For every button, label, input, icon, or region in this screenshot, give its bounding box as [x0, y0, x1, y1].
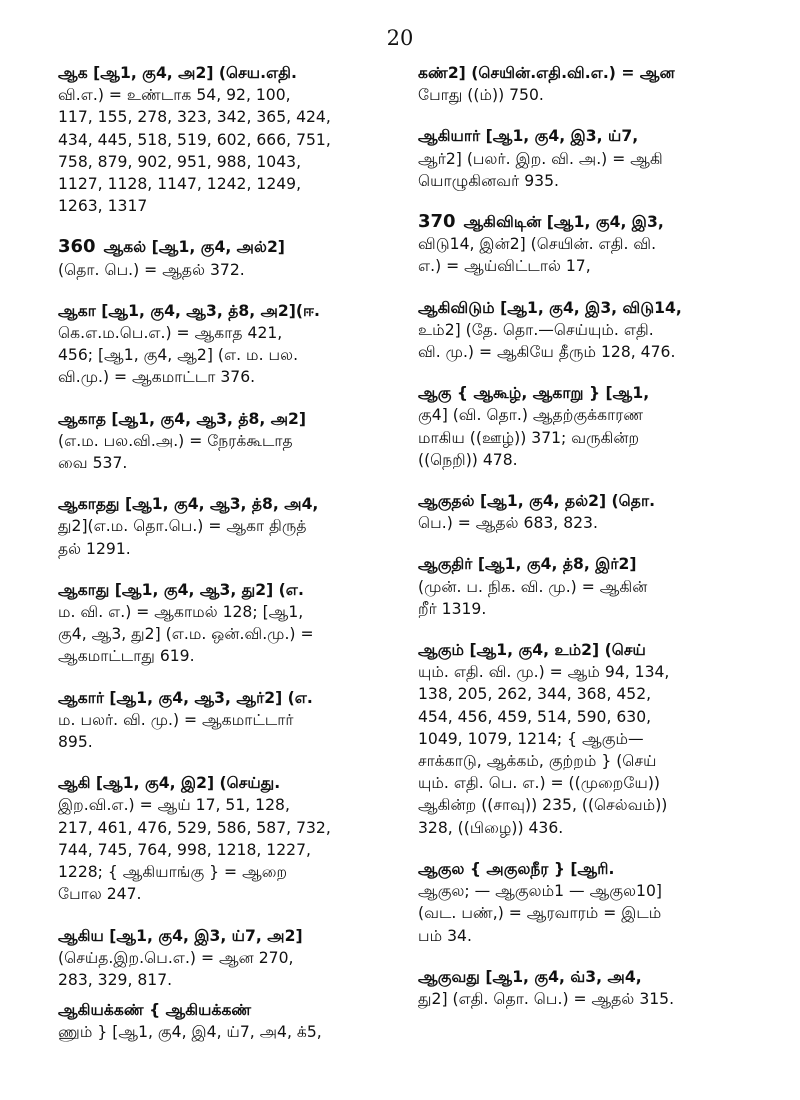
entry-line: [418, 233, 778, 255]
entry-line: [58, 322, 408, 344]
dictionary-entry: [58, 999, 408, 1043]
entry-line: [58, 1021, 408, 1043]
entry-headline: ஆகாது [ஆ1, கு4, ஆ3, து2] (எ.: [58, 580, 304, 599]
entry-line: [418, 794, 778, 816]
entry-text: 217, 461, 476, 529, 586, 587, 732,: [58, 818, 331, 837]
entry-headline: ஆகாதது [ஆ1, கு4, ஆ3, த்8, அ4,: [58, 495, 319, 514]
entry-text: (வட. பண்,) = ஆரவாரம் = இடம்: [418, 904, 662, 923]
entry-line: [418, 639, 778, 661]
entry-text: து2] (எதி. தொ. பெ.) = ஆதல் 315.: [418, 989, 675, 1008]
entry-text: 758, 879, 902, 951, 988, 1043,: [58, 152, 302, 171]
entry-line: [58, 195, 408, 217]
entry-text: ணும் } [ஆ1, கு4, இ4, ய்7, அ4, க்5,: [58, 1023, 322, 1042]
entry-line: [58, 883, 408, 905]
entry-line: [418, 148, 778, 170]
entry-text: தல் 1291.: [58, 539, 131, 558]
entry-line: [58, 969, 408, 991]
entry-line: [58, 839, 408, 861]
entry-number: 360: [58, 236, 96, 258]
entry-text: போல 247.: [58, 885, 142, 904]
entry-line: [418, 490, 778, 512]
entry-headline: ஆகிவிடின் [ஆ1, கு4, இ3,: [463, 213, 664, 232]
entry-line: [418, 341, 778, 363]
entry-text: 456; [ஆ1, கு4, ஆ2] (எ. ம. பல.: [58, 346, 299, 365]
dictionary-entry: [418, 62, 778, 106]
entry-headline: ஆகு { ஆகூழ், ஆகாறு } [ஆ1,: [418, 384, 650, 403]
entry-line: [58, 794, 408, 816]
entry-text: றீர் 1319.: [418, 599, 487, 618]
entry-text: போது ((ம்)) 750.: [418, 86, 544, 105]
entry-text: 328, ((பிழை)) 436.: [418, 818, 564, 837]
entry-headline: ஆகி [ஆ1, கு4, இ2] (செய்து.: [58, 774, 281, 793]
entry-line: [58, 687, 408, 709]
entry-line: [418, 297, 778, 319]
entry-line: [58, 947, 408, 969]
entry-line: [58, 538, 408, 560]
entry-line: [418, 512, 778, 534]
entry-line: [418, 319, 778, 341]
entry-text: வி. மு.) = ஆகியே தீரும் 128, 476.: [418, 343, 676, 362]
entry-line: [418, 382, 778, 404]
entry-headline: ஆகும் [ஆ1, கு4, உம்2] (செய்: [418, 641, 646, 660]
entry-line: [418, 404, 778, 426]
entry-line: [58, 772, 408, 794]
entry-line: [58, 452, 408, 474]
entry-headline: ஆகாத [ஆ1, கு4, ஆ3, த்8, அ2]: [58, 409, 307, 428]
entry-text: கு4] (வி. தொ.) ஆதற்குக்காரண: [418, 406, 644, 425]
entry-text: 138, 205, 262, 344, 368, 452,: [418, 685, 652, 704]
entry-line: [418, 728, 778, 750]
entry-line: [58, 925, 408, 947]
entry-text: சாக்காடு, ஆக்கம், குற்றம் } (செய்: [418, 752, 657, 771]
entry-headline: ஆகியக்கண் { ஆகியக்கண்: [58, 1001, 252, 1020]
entry-line: [418, 817, 778, 839]
entry-headline: ஆகல் [ஆ1, கு4, அல்2]: [103, 238, 285, 257]
entry-line: [58, 408, 408, 430]
entry-text: உம்2] (தே. தொ.—செய்யும். எதி.: [418, 320, 654, 339]
entry-headline: ஆகிய [ஆ1, கு4, இ3, ய்7, அ2]: [58, 926, 303, 945]
entry-line: [418, 988, 778, 1010]
dictionary-entry: [58, 493, 408, 560]
entry-line: [418, 925, 778, 947]
entry-line: [58, 817, 408, 839]
entry-line: [418, 750, 778, 772]
entry-text: 283, 329, 817.: [58, 970, 173, 989]
entry-line: [418, 255, 778, 277]
entry-text: (செய்த.இற.பெ.எ.) = ஆன 270,: [58, 948, 294, 967]
entry-headline: ஆகுதிர் [ஆ1, கு4, த்8, இர்2]: [418, 555, 637, 574]
right-column: [418, 62, 778, 1029]
entry-line: [58, 709, 408, 731]
entry-line: [58, 731, 408, 753]
dictionary-entry: [58, 236, 408, 280]
entry-line: [58, 601, 408, 623]
entry-text: பெ.) = ஆதல் 683, 823.: [418, 514, 598, 533]
entry-text: 1049, 1079, 1214; { ஆகும்—: [418, 729, 644, 748]
entry-text: ம. வி. எ.) = ஆகாமல் 128; [ஆ1,: [58, 603, 304, 622]
entry-text: ஆகுல; — ஆகுலம்1 — ஆகுல10]: [418, 882, 662, 901]
entry-text: ஆர்2] (பலர். இற. வி. அ.) = ஆகி: [418, 149, 663, 168]
entry-line: [58, 173, 408, 195]
entry-line: [418, 449, 778, 471]
entry-line: [58, 129, 408, 151]
entry-text: 117, 155, 278, 323, 342, 365, 424,: [58, 108, 331, 127]
dictionary-entry: [58, 925, 408, 992]
dictionary-entry: [58, 772, 408, 905]
dictionary-entry: [418, 490, 778, 534]
entry-text: வி.மு.) = ஆகமாட்டா 376.: [58, 368, 256, 387]
entry-line: [418, 62, 778, 84]
entry-headline: ஆகுவது [ஆ1, கு4, வ்3, அ4,: [418, 967, 642, 986]
dictionary-entry: [418, 858, 778, 947]
dictionary-entry: [58, 300, 408, 389]
entry-text: 1228; { ஆகியாங்கு } = ஆறை: [58, 863, 288, 882]
entry-line: [418, 772, 778, 794]
entry-line: [58, 999, 408, 1021]
dictionary-entry: [418, 966, 778, 1010]
entry-line: [418, 84, 778, 106]
entry-headline: ஆகிவிடும் [ஆ1, கு4, இ3, விடு14,: [418, 298, 682, 317]
entry-text: இற.வி.எ.) = ஆய் 17, 51, 128,: [58, 796, 290, 815]
entry-headline: கண்2] (செயின்.எதி.வி.எ.) = ஆன: [418, 64, 675, 82]
entry-line: [58, 861, 408, 883]
entry-text: ஆகமாட்டாது 619.: [58, 647, 195, 666]
entry-text: விடு14, இன்2] (செயின். எதி. வி.: [418, 235, 657, 254]
dictionary-entry: [58, 62, 408, 217]
entry-line: [418, 598, 778, 620]
page-number: 20: [386, 26, 414, 50]
dictionary-entry: [58, 408, 408, 475]
entry-line: [58, 515, 408, 537]
dictionary-entry: [418, 125, 778, 192]
entry-text: எ.) = ஆய்விட்டால் 17,: [418, 257, 591, 276]
entry-line: [58, 300, 408, 322]
entry-text: கெ.எ.ம.பெ.எ.) = ஆகாத 421,: [58, 324, 283, 343]
entry-text: 454, 456, 459, 514, 590, 630,: [418, 707, 652, 726]
entry-line: [58, 579, 408, 601]
entry-headline: ஆகுதல் [ஆ1, கு4, தல்2] (தொ.: [418, 492, 656, 511]
entry-line: [58, 430, 408, 452]
entry-text: யும். எதி. பெ. எ.) = ((முறையே)): [418, 774, 660, 793]
entry-line: [58, 344, 408, 366]
entry-text: வி.எ.) = உண்டாக 54, 92, 100,: [58, 86, 291, 105]
entry-headline: ஆகா [ஆ1, கு4, ஆ3, த்8, அ2](ஈ.: [58, 301, 320, 320]
entry-line: [418, 661, 778, 683]
entry-text: 744, 745, 764, 998, 1218, 1227,: [58, 840, 311, 859]
entry-line: [418, 427, 778, 449]
entry-text: ம. பலர். வி. மு.) = ஆகமாட்டார்: [58, 710, 294, 729]
left-column: [58, 62, 408, 1063]
entry-text: 895.: [58, 733, 93, 752]
entry-line: [418, 553, 778, 575]
entry-text: மாகிய ((ஊழ்)) 371; வருகின்ற: [418, 428, 640, 447]
entry-line: [58, 236, 408, 258]
entry-text: 434, 445, 518, 519, 602, 666, 751,: [58, 130, 331, 149]
entry-text: யும். எதி. வி. மு.) = ஆம் 94, 134,: [418, 663, 670, 682]
entry-text: 1127, 1128, 1147, 1242, 1249,: [58, 175, 302, 194]
entry-text: பம் 34.: [418, 926, 472, 945]
entry-text: (தொ. பெ.) = ஆதல் 372.: [58, 260, 245, 279]
dictionary-entry: [418, 553, 778, 620]
entry-text: ((நெறி)) 478.: [418, 450, 518, 469]
entry-text: ஆகின்ற ((சாவு)) 235, ((செல்வம்)): [418, 796, 668, 815]
entry-line: [418, 902, 778, 924]
dictionary-entry: [418, 297, 778, 364]
entry-line: [58, 366, 408, 388]
dictionary-entry: [58, 579, 408, 668]
entry-text: கு4, ஆ3, து2] (எ.ம. ஒன்.வி.மு.) =: [58, 625, 314, 644]
entry-line: [418, 125, 778, 147]
entry-headline: ஆக [ஆ1, கு4, அ2] (செய.எதி.: [58, 64, 297, 82]
entry-line: [418, 170, 778, 192]
entry-line: [58, 259, 408, 281]
entry-line: [58, 84, 408, 106]
entry-text: 1263, 1317: [58, 197, 148, 216]
dictionary-entry: [418, 382, 778, 471]
entry-text: (முன். ப. நிக. வி. மு.) = ஆகின்: [418, 577, 648, 596]
entry-line: [418, 211, 778, 233]
entry-text: (எ.ம. பல.வி.அ.) = நேரக்கூடாத: [58, 431, 293, 450]
entry-line: [418, 683, 778, 705]
dictionary-entry: [418, 639, 778, 839]
entry-text: து2](எ.ம. தொ.பெ.) = ஆகா திருத்: [58, 517, 307, 536]
entry-line: [418, 858, 778, 880]
entry-line: [58, 645, 408, 667]
entry-line: [58, 151, 408, 173]
entry-line: [418, 966, 778, 988]
entry-headline: ஆகியார் [ஆ1, கு4, இ3, ய்7,: [418, 127, 639, 146]
dictionary-entry: [58, 687, 408, 754]
entry-headline: ஆகார் [ஆ1, கு4, ஆ3, ஆர்2] (எ.: [58, 688, 313, 707]
entry-line: [58, 62, 408, 84]
entry-text: யொழுகினவர் 935.: [418, 171, 559, 190]
entry-line: [58, 106, 408, 128]
entry-headline: ஆகுல { அகுலநீர } [ஆரி.: [418, 859, 615, 878]
entry-line: [58, 623, 408, 645]
entry-number: 370: [418, 211, 456, 233]
dictionary-entry: [418, 211, 778, 278]
entry-line: [418, 706, 778, 728]
entry-line: [418, 576, 778, 598]
entry-line: [58, 493, 408, 515]
entry-text: வை 537.: [58, 454, 128, 473]
entry-line: [418, 880, 778, 902]
